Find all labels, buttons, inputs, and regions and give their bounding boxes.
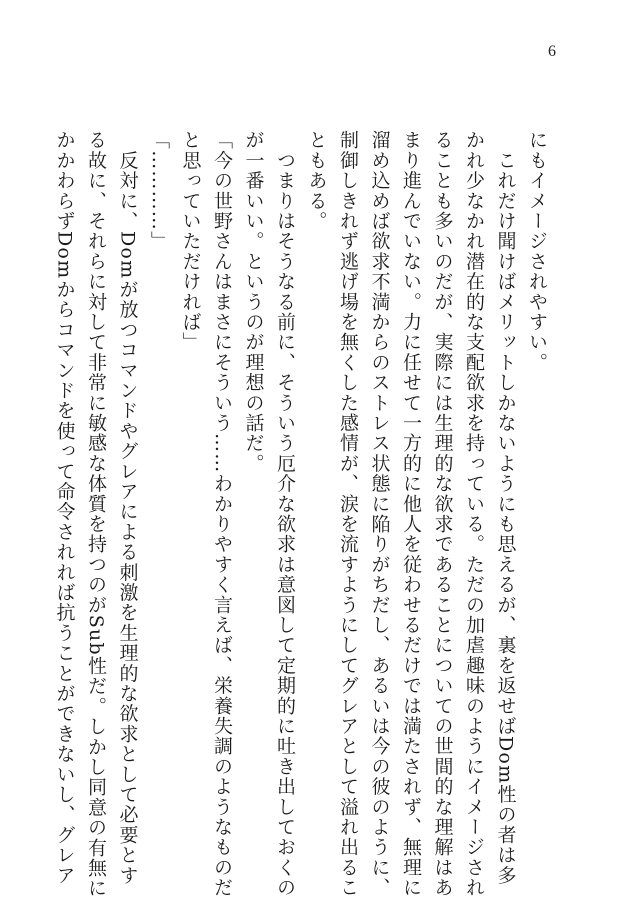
text-line: ることも多いのだが、実際には生理的な欲求であることについての世間的な理解はあ xyxy=(431,130,454,898)
text-line: かかわらずDomからコマンドを使って命令されれば抗うことができないし、グレア xyxy=(53,130,76,886)
text-line: る故に、それらに対して非常に敏感な体質を持つのがSub性だ。しかし同意の有無に xyxy=(85,130,107,899)
text-line: にもイメージされやすい。 xyxy=(526,130,548,373)
text-line: が一番いい。というのが理想の話だ。 xyxy=(242,130,265,474)
text-line: ともある。 xyxy=(305,130,328,231)
page-number: 6 xyxy=(548,43,556,60)
text-line: と思っていただければ」 xyxy=(179,130,202,353)
text-line: まり進んでいない。力に任せて一方的に他人を従わせるだけでは満たされず、無理に xyxy=(400,130,422,898)
vertical-text-block xyxy=(48,130,552,899)
text-line: 「…………」 xyxy=(148,130,170,252)
text-line: つまりはそうなる前に、そういう厄介な欲求は意図して定期的に吐き出しておくの xyxy=(274,130,296,898)
text-line: 制御しきれず逃げ場を無くした感情が、涙を流すようにしてグレアとして溢れ出るこ xyxy=(337,130,359,898)
text-line: 溜め込めば欲求不満からのストレス状態に陥りがちだし、あるいは今の彼のように、 xyxy=(368,130,391,898)
text-line: これだけ聞けばメリットしかないようにも思えるが、裏を返せばDom性の者は多 xyxy=(494,130,517,886)
text-line: 反対に、Domが放つコマンドやグレアによる刺激を生理的な欲求として必要とす xyxy=(116,130,139,886)
text-line: 「今の世野さんはまさにそういう……わかりやすく言えば、栄養失調のようなものだ xyxy=(211,130,233,898)
text-line: かれ少なかれ潜在的な支配欲求を持っている。ただの加虐趣味のようにイメージされ xyxy=(463,130,485,898)
